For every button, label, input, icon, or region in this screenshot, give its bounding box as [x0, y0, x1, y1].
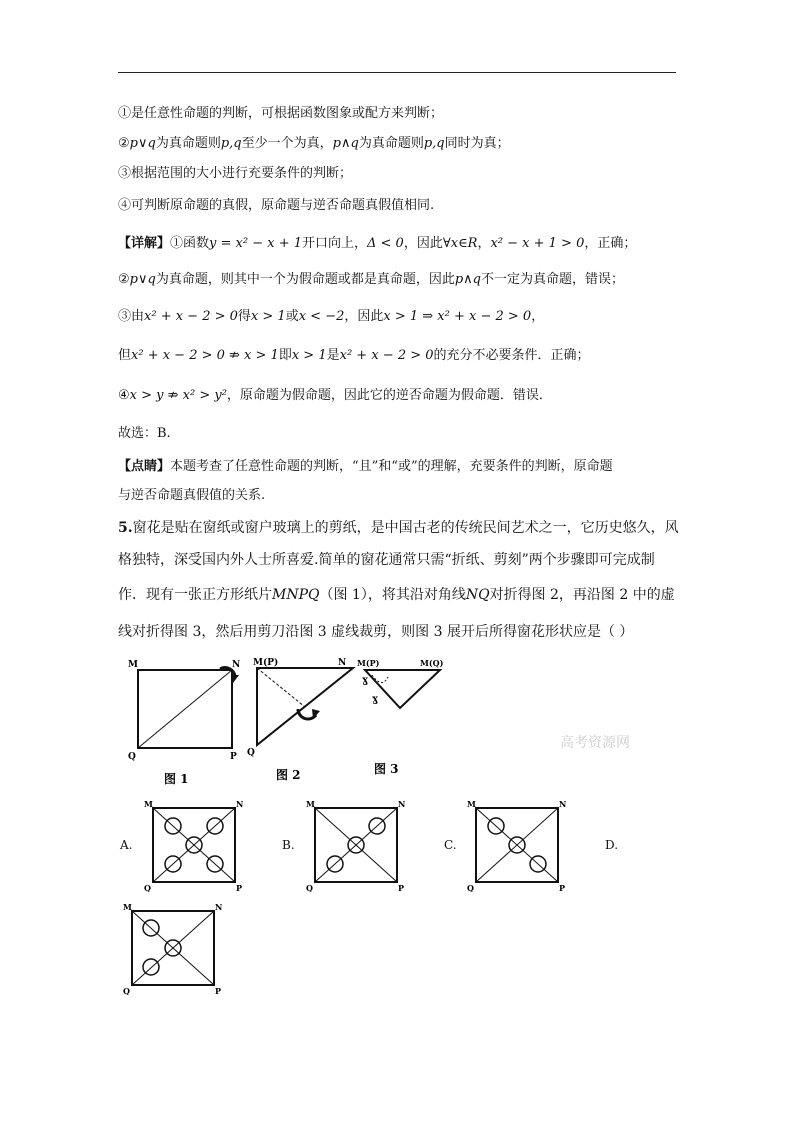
comment-line-2: 与逆否命题真假值的关系. — [118, 488, 266, 503]
fig2-label-q: Q — [247, 748, 255, 758]
detail-line-5: ④x > y ⇏ x² > y²，原命题为假命题，因此它的逆否命题为假命题．错误． — [118, 388, 552, 403]
svg-text:P: P — [236, 883, 243, 892]
fig3-label-mq: M(Q) — [420, 658, 444, 668]
svg-text:M: M — [144, 800, 153, 809]
svg-text:P: P — [559, 883, 566, 892]
question-5-line-3: 作．现有一张正方形纸片MNPQ（图 1），将其沿对角线NQ对折得图 2，再沿图 2 中的虚 — [118, 587, 675, 603]
svg-text:N: N — [398, 800, 405, 809]
svg-text:M: M — [306, 800, 315, 809]
fold-figures — [120, 655, 680, 785]
figure-2 — [247, 657, 353, 782]
fig1-label-n: N — [232, 660, 241, 670]
detail-line-1: 【详解】①函数y = x² − x + 1开口向上，Δ < 0，因此∀x∈R，x² − x + 1 > 0，正确； — [118, 236, 637, 251]
question-5-line-2: 格独特，深受国内外人士所喜爱.简单的窗花通常只需“折纸、剪刻”两个步骤即可完成制 — [118, 552, 655, 568]
svg-text:N: N — [215, 903, 222, 912]
fig1-label-p: P — [230, 752, 237, 762]
question-5-line-1: 5.窗花是贴在窗纸或窗户玻璃上的剪纸，是中国古老的传统民间艺术之一，它历史悠久，风 — [118, 520, 679, 536]
fig1-label-q: Q — [128, 752, 136, 762]
svg-text:Q: Q — [123, 986, 130, 995]
svg-text:P: P — [215, 986, 222, 995]
analysis-line-3: ③根据范围的大小进行充要条件的判断； — [118, 166, 353, 181]
analysis-line-4: ④可判断原命题的真假，原命题与逆否命题真假值相同. — [118, 198, 435, 213]
svg-text:M: M — [467, 800, 476, 809]
analysis-line-1: ①是任意性命题的判断，可根据函数图象或配方来判断； — [118, 106, 444, 121]
option-a-figure[interactable] — [143, 800, 243, 892]
fig3-label-mp: M(P) — [357, 658, 380, 668]
option-c-figure[interactable] — [466, 800, 566, 892]
fig2-label-mp: M(P) — [253, 658, 279, 668]
figure-1 — [128, 660, 240, 785]
svg-text:Q: Q — [467, 883, 474, 892]
svg-text:Q: Q — [306, 883, 313, 892]
answer-line: 故选：B. — [118, 426, 171, 441]
option-d-figure[interactable] — [122, 903, 222, 995]
watermark: 高考资源网 — [560, 735, 630, 751]
option-b-label[interactable]: B. — [282, 838, 295, 852]
analysis-line-2: ②p∨q为真命题则p,q至少一个为真，p∧q为真命题则p,q同时为真； — [118, 136, 510, 151]
fig3-caption: 图 3 — [374, 762, 399, 776]
fig1-caption: 图 1 — [164, 772, 189, 785]
option-a-label[interactable]: A. — [120, 838, 133, 852]
header-rule — [118, 72, 676, 73]
svg-text:N: N — [559, 800, 566, 809]
svg-text:ɣ: ɣ — [372, 694, 379, 705]
svg-text:Q: Q — [144, 883, 151, 892]
option-c-label[interactable]: C. — [444, 838, 457, 852]
option-d-label[interactable]: D. — [605, 838, 619, 852]
fig2-caption: 图 2 — [276, 768, 301, 782]
option-b-figure[interactable] — [305, 800, 405, 892]
comment-line-1: 【点睛】本题考查了任意性命题的判断，“且”和“或”的理解，充要条件的判断，原命题 — [118, 459, 613, 474]
detail-line-3: ③由x² + x − 2 > 0得x > 1或x < −2，因此x > 1 ⇒ x² + x − 2 > 0， — [118, 309, 545, 324]
fig1-label-m: M — [128, 660, 138, 670]
svg-text:P: P — [398, 883, 405, 892]
detail-line-2: ②p∨q为真命题，则其中一个为假命题或都是真命题，因此p∧q不一定为真命题，错误； — [118, 272, 625, 287]
question-5-line-4: 线对折得图 3，然后用剪刀沿图 3 虚线裁剪，则图 3 展开后所得窗花形状应是（ ） — [118, 624, 634, 640]
svg-text:M: M — [123, 903, 132, 912]
figure-3 — [357, 658, 444, 776]
fig2-label-n: N — [338, 658, 347, 668]
detail-line-4: 但x² + x − 2 > 0 ⇏ x > 1即x > 1是x² + x − 2 > 0的充分不必要条件．正确； — [118, 348, 590, 363]
svg-text:ɣ: ɣ — [362, 675, 369, 686]
svg-text:N: N — [236, 800, 243, 809]
